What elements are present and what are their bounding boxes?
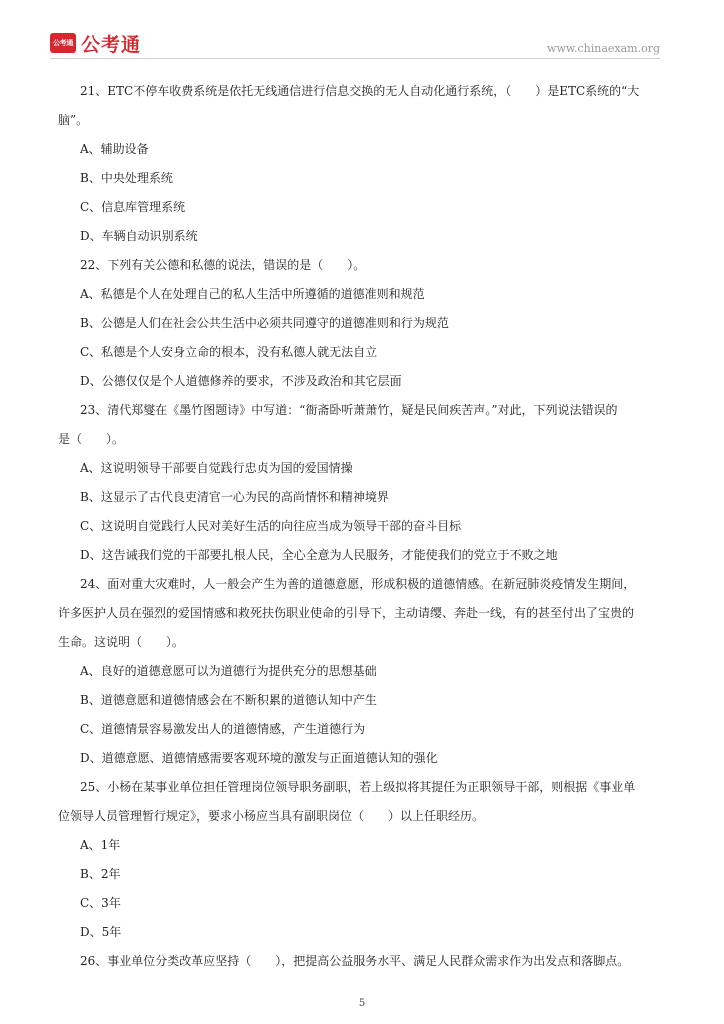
answer-option: A、私德是个人在处理自己的私人生活中所遵循的道德准则和规范 xyxy=(80,287,425,301)
answer-option: C、信息库管理系统 xyxy=(80,200,186,214)
logo xyxy=(50,32,141,54)
question-stem-continued: 生命。这说明（ ）。 xyxy=(58,635,185,649)
answer-option: C、道德情景容易激发出人的道德情感，产生道德行为 xyxy=(80,722,366,736)
question-stem: 25、小杨在某事业单位担任管理岗位领导职务副职，若上级拟将其提任为正职领导干部，则根据《事业单 xyxy=(80,780,636,794)
page-header xyxy=(0,0,724,64)
question-stem-continued: 脑”。 xyxy=(58,113,89,127)
answer-option: D、道德意愿、道德情感需要客观环境的激发与正面道德认知的强化 xyxy=(80,751,438,765)
answer-option: A、1年 xyxy=(80,838,121,852)
page-number: 5 xyxy=(358,998,366,1009)
answer-option: D、车辆自动识别系统 xyxy=(80,229,198,243)
logo-badge: 公考通 xyxy=(50,33,76,53)
answer-option: B、道德意愿和道德情感会在不断积累的道德认知中产生 xyxy=(80,693,377,707)
answer-option: C、这说明自觉践行人民对美好生活的向往应当成为领导干部的奋斗目标 xyxy=(80,519,462,533)
document-body xyxy=(58,77,668,976)
answer-option: D、公德仅仅是个人道德修养的要求，不涉及政治和其它层面 xyxy=(80,374,402,388)
answer-option: D、5年 xyxy=(80,925,122,939)
answer-option: B、中央处理系统 xyxy=(80,171,173,185)
question-stem-continued: 是（ ）。 xyxy=(58,432,125,446)
answer-option: B、2年 xyxy=(80,867,121,881)
question-stem-continued: 位领导人员管理暂行规定》，要求小杨应当具有副职岗位（ ）以上任职经历。 xyxy=(58,809,485,823)
answer-option: B、公德是人们在社会公共生活中必须共同遵守的道德准则和行为规范 xyxy=(80,316,449,330)
question-stem: 24、面对重大灾难时，人一般会产生为善的道德意愿，形成积极的道德情感。在新冠肺炎疫情发生期间， xyxy=(80,577,636,591)
question-stem-continued: 许多医护人员在强烈的爱国情感和救死扶伤职业使命的引导下，主动请缨、奔赴一线，有的甚至付出了宝贵的 xyxy=(58,606,635,620)
logo-text: 公考通 xyxy=(81,33,142,56)
answer-option: A、这说明领导干部要自觉践行忠贞为国的爱国情操 xyxy=(80,461,353,475)
answer-option: D、这告诫我们党的干部要扎根人民，全心全意为人民服务，才能使我们的党立于不败之地 xyxy=(80,548,558,562)
header-divider xyxy=(50,58,660,59)
answer-option: C、私德是个人安身立命的根本，没有私德人就无法自立 xyxy=(80,345,378,359)
question-stem: 22、下列有关公德和私德的说法，错误的是（ ）。 xyxy=(80,258,366,272)
question-stem: 23、清代郑燮在《墨竹图题诗》中写道：“衙斋卧听萧萧竹，疑是民间疾苦声。”对此，下列说法错误的 xyxy=(80,403,618,417)
answer-option: B、这显示了古代良吏清官一心为民的高尚情怀和精神境界 xyxy=(80,490,389,504)
answer-option: A、良好的道德意愿可以为道德行为提供充分的思想基础 xyxy=(80,664,377,678)
answer-option: C、3年 xyxy=(80,896,121,910)
site-url: www.chinaexam.org xyxy=(547,42,660,55)
question-stem: 26、事业单位分类改革应坚持（ ），把提高公益服务水平、满足人民群众需求作为出发点和落脚点。 xyxy=(80,954,630,968)
answer-option: A、辅助设备 xyxy=(80,142,149,156)
question-stem: 21、ETC不停车收费系统是依托无线通信进行信息交换的无人自动化通行系统，（ ）是ETC系统的“大 xyxy=(80,84,640,98)
